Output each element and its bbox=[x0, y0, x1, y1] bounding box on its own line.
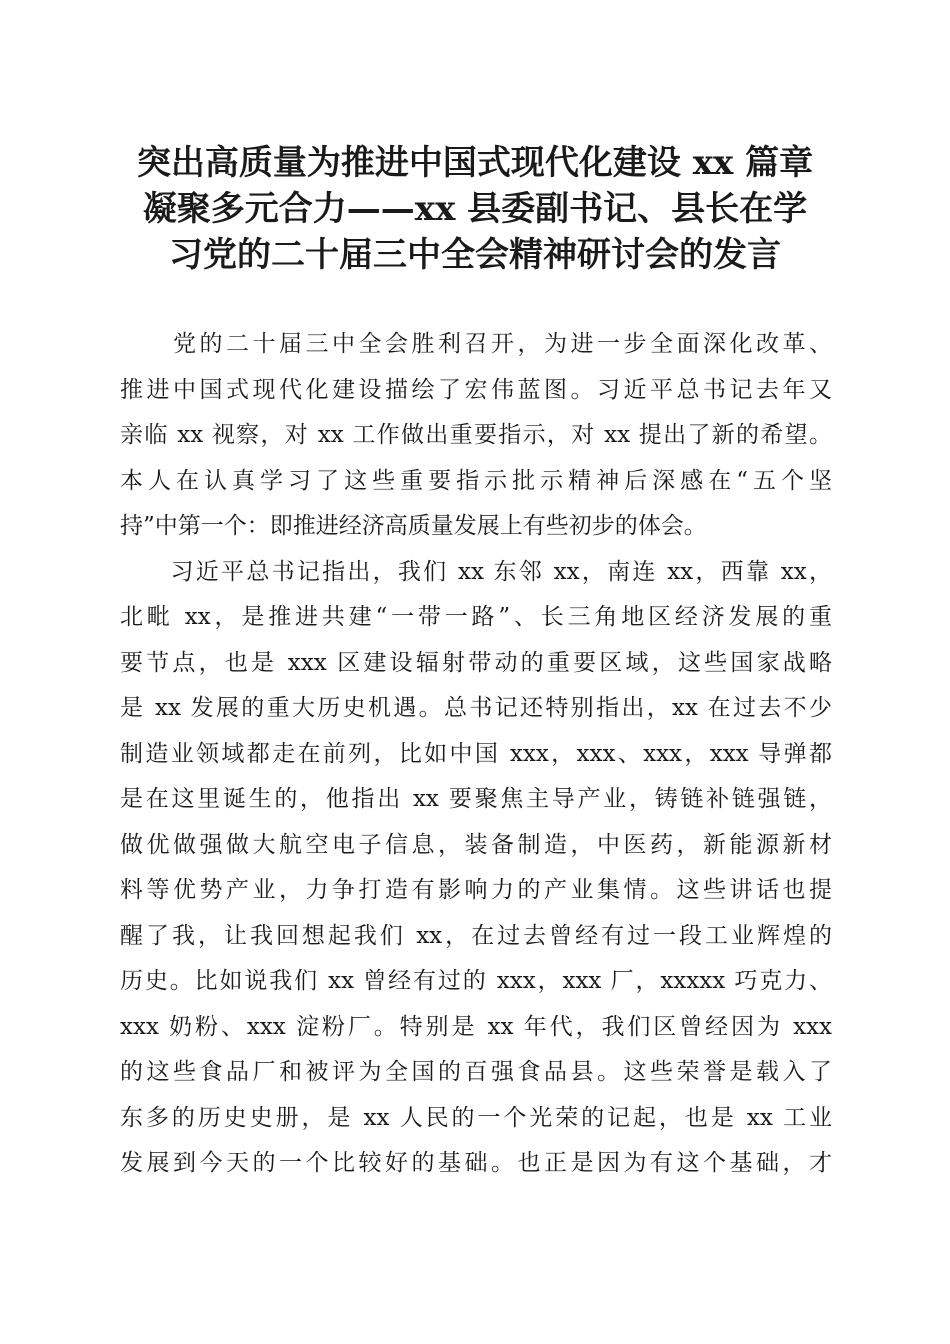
title-line: 凝聚多元合力——xx 县委副书记、县长在学 bbox=[142, 189, 808, 229]
text-line: 习近平总书记指出，我们 xx 东邻 xx，南连 xx，西靠 xx， bbox=[120, 558, 832, 585]
title-line: 突出高质量为推进中国式现代化建设 xx 篇章 bbox=[136, 143, 814, 183]
text-line: 推进中国式现代化建设描绘了宏伟蓝图。习近平总书记去年又 bbox=[120, 376, 832, 403]
text-line: 的这些食品厂和被评为全国的百强食品县。这些荣誉是载入了 bbox=[120, 1059, 832, 1085]
text-line: 做优做强做大航空电子信息，装备制造，中医药，新能源新材 bbox=[120, 831, 832, 858]
text-line: 历史。比如说我们 xx 曾经有过的 xxx，xxx 厂，xxxxx 巧克力、 bbox=[120, 968, 832, 994]
text-line: 发展到今天的一个比较好的基础。也正是因为有这个基础，才 bbox=[120, 1150, 832, 1176]
text-line: 东多的历史史册，是 xx 人民的一个光荣的记起，也是 xx 工业 bbox=[120, 1104, 832, 1131]
document-body bbox=[120, 322, 832, 1187]
text-line: 是 xx 发展的重大历史机遇。总书记还特别指出，xx 在过去不少 bbox=[120, 695, 832, 721]
text-line: 要节点，也是 xxx 区建设辐射带动的重要区域，这些国家战略 bbox=[120, 649, 832, 676]
text-line: 是在这里诞生的，他指出 xx 要聚焦主导产业，铸链补链强链， bbox=[120, 786, 832, 812]
text-line: 持”中第一个：即推进经济高质量发展上有些初步的体会。 bbox=[120, 513, 707, 539]
text-line: 醒了我，让我回想起我们 xx，在过去曾经有过一段工业辉煌的 bbox=[120, 922, 832, 949]
text-line: 本人在认真学习了这些重要指示批示精神后深感在“五个坚 bbox=[120, 467, 832, 494]
text-line: 北毗 xx，是推进共建“一带一路”、长三角地区经济发展的重 bbox=[120, 604, 832, 630]
text-line: xxx 奶粉、xxx 淀粉厂。特别是 xx 年代，我们区曾经因为 xxx bbox=[120, 1013, 832, 1040]
text-line: 亲临 xx 视察，对 xx 工作做出重要指示，对 xx 提出了新的希望。 bbox=[120, 422, 832, 448]
text-line: 料等优势产业，力争打造有影响力的产业集情。这些讲话也提 bbox=[120, 877, 832, 903]
text-line: 制造业领域都走在前列，比如中国 xxx，xxx、xxx，xxx 导弹都 bbox=[120, 740, 832, 767]
text-line: 党的二十届三中全会胜利召开，为进一步全面深化改革、 bbox=[120, 331, 832, 357]
document-title bbox=[100, 140, 850, 278]
title-line: 习党的二十届三中全会精神研讨会的发言 bbox=[169, 235, 781, 275]
